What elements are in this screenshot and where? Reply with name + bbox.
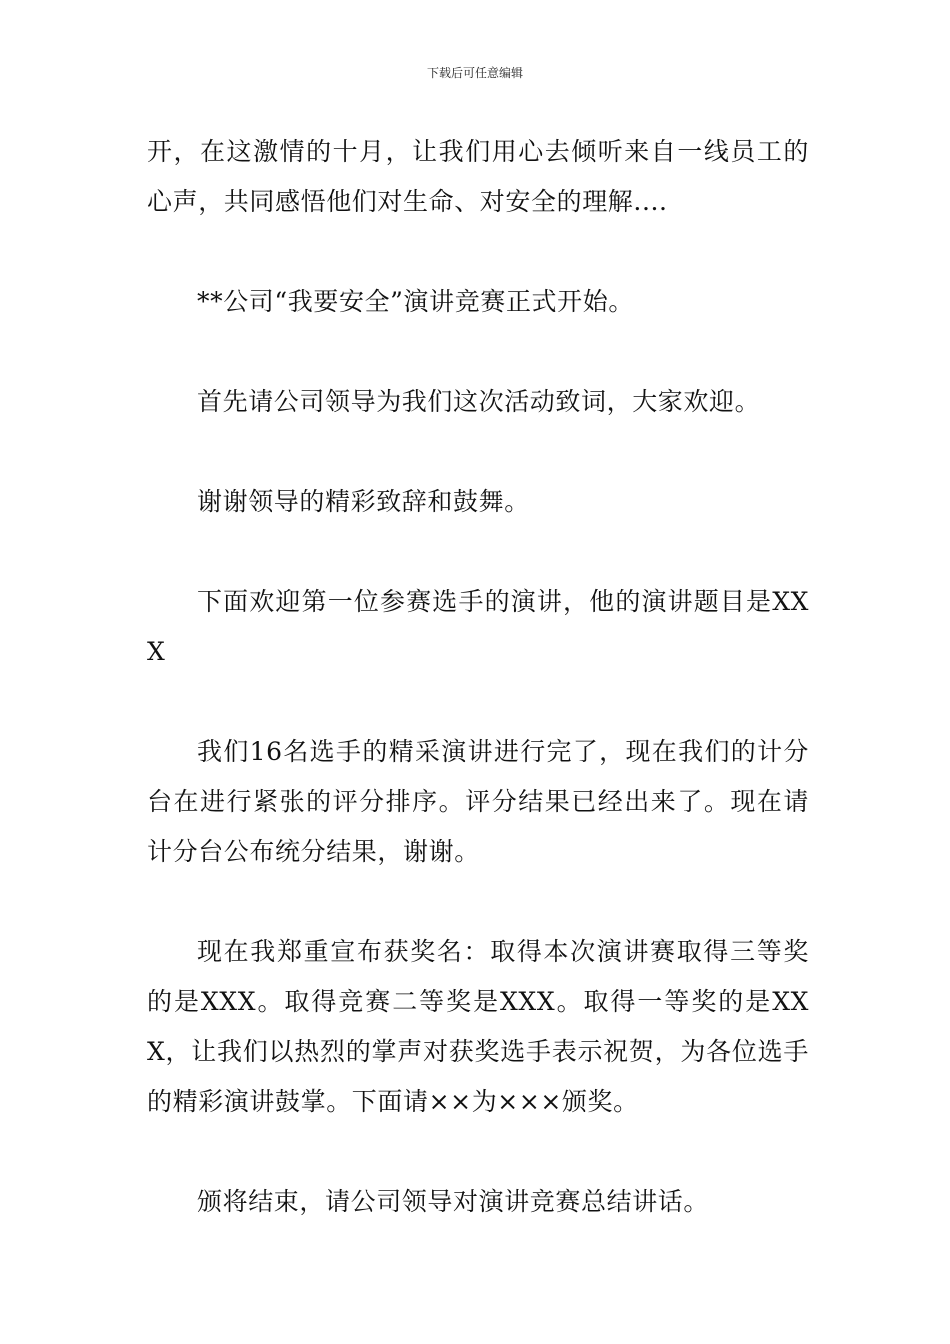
paragraph-scoring: 我们16名选手的精采演讲进行完了，现在我们的计分台在进行紧张的评分排序。评分结果已经出来了。现在请计分台公布统分结果，谢谢。 [147, 737, 809, 866]
paragraph-thanks: 谢谢领导的精彩致辞和鼓舞。 [197, 487, 530, 516]
paragraph-contest-start: **公司“我要安全”演讲竞赛正式开始。 [197, 287, 634, 316]
document-body [147, 127, 809, 1227]
paragraph-closing: 颁将结束，请公司领导对演讲竞赛总结讲话。 [197, 1187, 710, 1216]
paragraph-continuation: 开，在这激情的十月，让我们用心去倾听来自一线员工的心声，共同感悟他们对生命、对安全的理解.... [147, 137, 809, 216]
paragraph-first-speaker: 下面欢迎第一位参赛选手的演讲，他的演讲题目是XXX [147, 587, 809, 666]
page-header: 下载后可任意编辑 [426, 66, 523, 80]
paragraph-leader-speech: 首先请公司领导为我们这次活动致词，大家欢迎。 [197, 387, 761, 416]
paragraph-awards: 现在我郑重宣布获奖名：取得本次演讲赛取得三等奖的是XXX。取得竞赛二等奖是XXX。取得一等奖的是XXX，让我们以热烈的掌声对获奖选手表示祝贺，为各位选手的精彩演讲鼓掌。下面请××为×××颁奖。 [147, 937, 809, 1116]
